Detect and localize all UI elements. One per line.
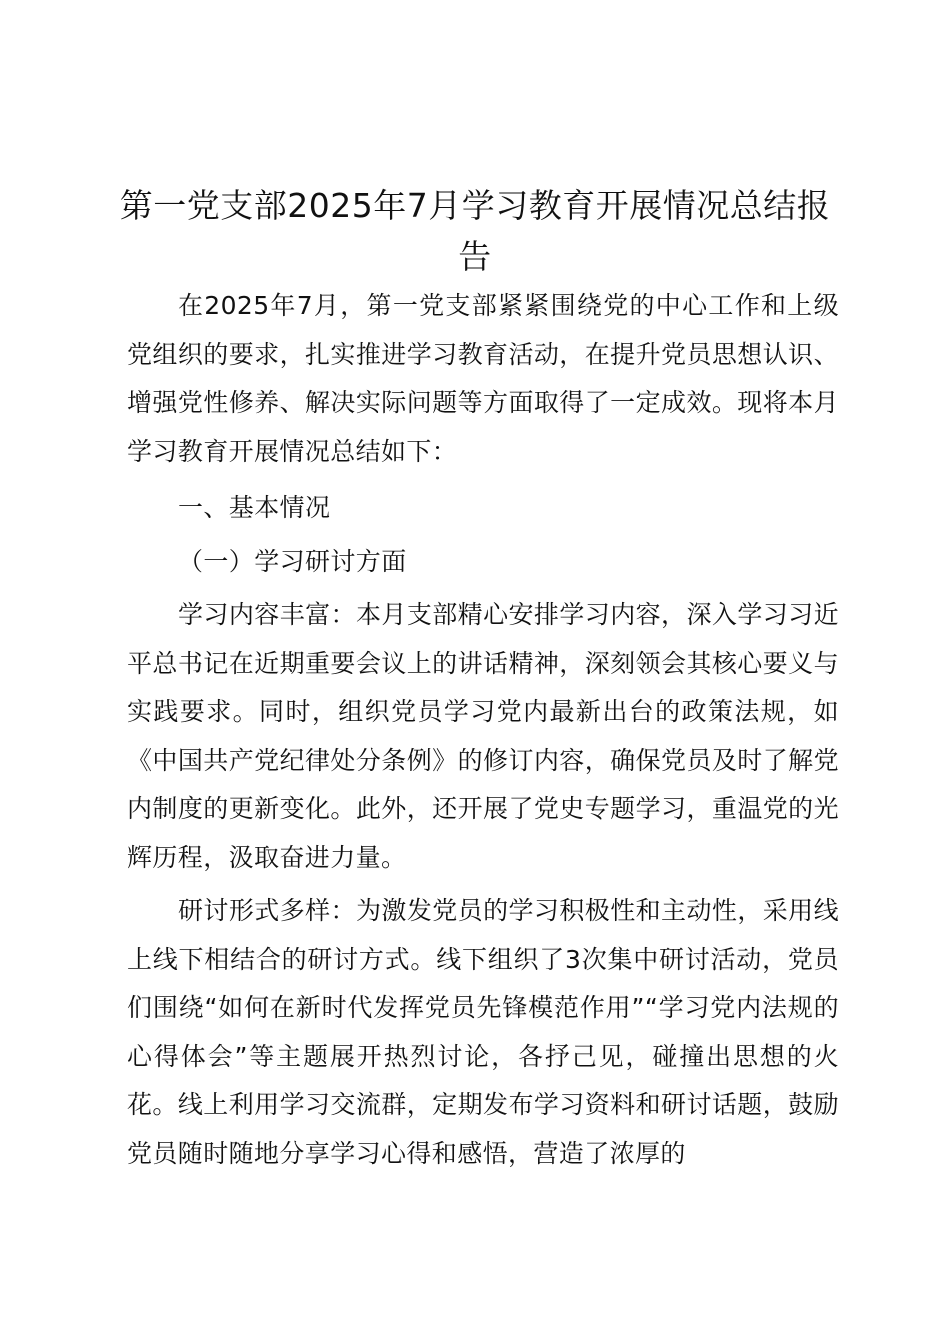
paragraph-discussion-forms: 研讨形式多样：为激发党员的学习积极性和主动性，采用线上线下相结合的研讨方式。线下组织了3次集中研讨活动，党员们围绕“如何在新时代发挥党员先锋模范作用”“学习党内法规的心得体会”等主题展开热烈讨论，各抒己见，碰撞出思想的火花。线上利用学习交流群，定期发布学习资料和研讨话题，鼓励党员随时随地分享学习心得和感悟，营造了浓厚的: [127, 896, 839, 1168]
document-title: 第一党支部2025年7月学习教育开展情况总结报告: [119, 186, 831, 276]
paragraph-study-content: 学习内容丰富：本月支部精心安排学习内容，深入学习习近平总书记在近期重要会议上的讲话精神，深刻领会其核心要义与实践要求。同时，组织党员学习党内最新出台的政策法规，如《中国共产党纪律处分条例》的修订内容，确保党员及时了解党内制度的更新变化。此外，还开展了党史专题学习，重温党的光辉历程，汲取奋进力量。: [127, 600, 839, 872]
subsection-heading-study: （一）学习研讨方面: [178, 546, 407, 576]
intro-paragraph: 在2025年7月，第一党支部紧紧围绕党的中心工作和上级党组织的要求，扎实推进学习教育活动，在提升党员思想认识、增强党性修养、解决实际问题等方面取得了一定成效。现将本月学习教育开展情况总结如下：: [127, 291, 839, 466]
section-heading-basic: 一、基本情况: [178, 493, 331, 522]
document-body: [127, 282, 839, 1178]
